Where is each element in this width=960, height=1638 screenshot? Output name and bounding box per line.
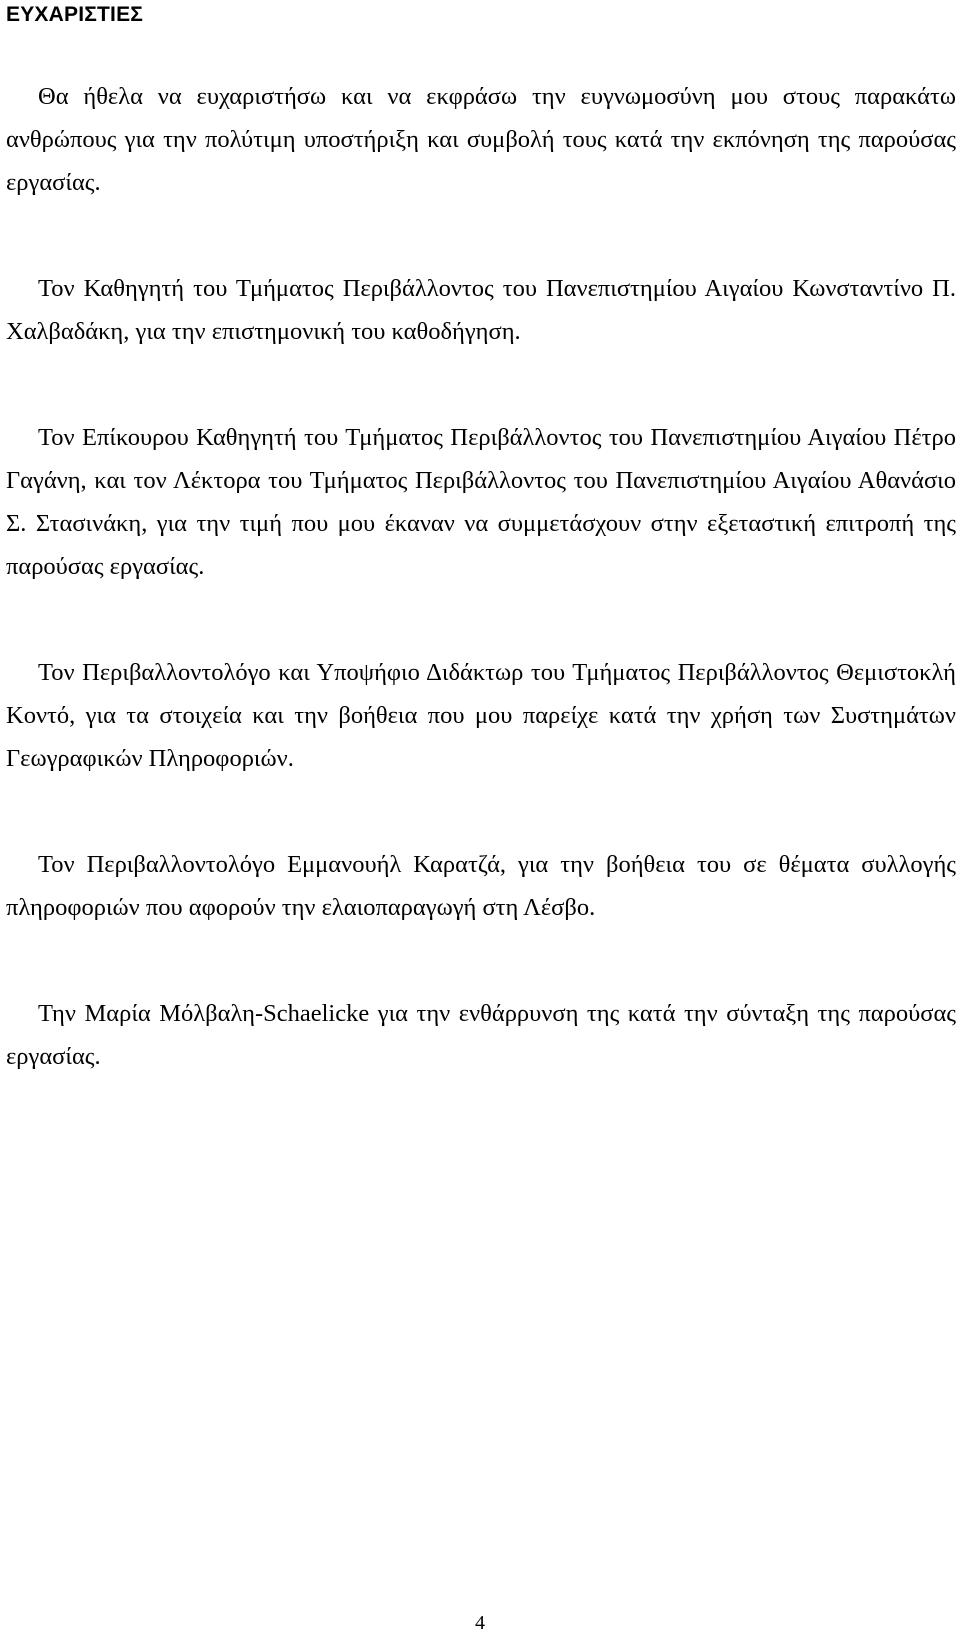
paragraph-supervisor: Τον Καθηγητή του Τμήματος Περιβάλλοντος του Πανεπιστημίου Αιγαίου Κωνσταντίνο Π. Χαλβαδάκη, για την επιστημονική του καθοδήγηση.	[6, 275, 956, 345]
acknowledgements-body	[6, 75, 956, 1141]
paragraph-intro: Θα ήθελα να ευχαριστήσω και να εκφράσω την ευγνωμοσύνη μου στους παρακάτω ανθρώπους για την πολύτιμη υποστήριξη και συμβολή τους κατά την εκπόνηση της παρούσας εργασίας.	[6, 83, 956, 196]
paragraph-information-help: Τον Περιβαλλοντολόγο Εμμανουήλ Καρατζά, για την βοήθεια του σε θέματα συλλογής πληροφοριών που αφορούν την ελαιοπαραγωγή στη Λέσβο.	[6, 851, 956, 921]
page-number: 4	[475, 1612, 485, 1634]
paragraph-encouragement: Την Μαρία Μόλβαλη-Schaelicke για την ενθάρρυνση της κατά την σύνταξη της παρούσας εργασίας.	[6, 1000, 956, 1070]
page-title: ΕΥΧΑΡΙΣΤΙΕΣ	[6, 3, 144, 26]
paragraph-committee: Τον Επίκουρου Καθηγητή του Τμήματος Περιβάλλοντος του Πανεπιστημίου Αιγαίου Πέτρο Γαγάνη, και τον Λέκτορα του Τμήματος Περιβάλλοντος του Πανεπιστημίου Αιγαίου Αθανάσιο Σ. Στασινάκη, για την τιμή που μου έκαναν να συμμετάσχουν στην εξεταστική επιτροπή της παρούσας εργασίας.	[6, 424, 956, 580]
paragraph-gis-support: Τον Περιβαλλοντολόγο και Υποψήφιο Διδάκτωρ του Τμήματος Περιβάλλοντος Θεμιστοκλή Κοντό, για τα στοιχεία και την βοήθεια που μου παρείχε κατά την χρήση των Συστημάτων Γεωγραφικών Πληροφοριών.	[6, 659, 956, 772]
